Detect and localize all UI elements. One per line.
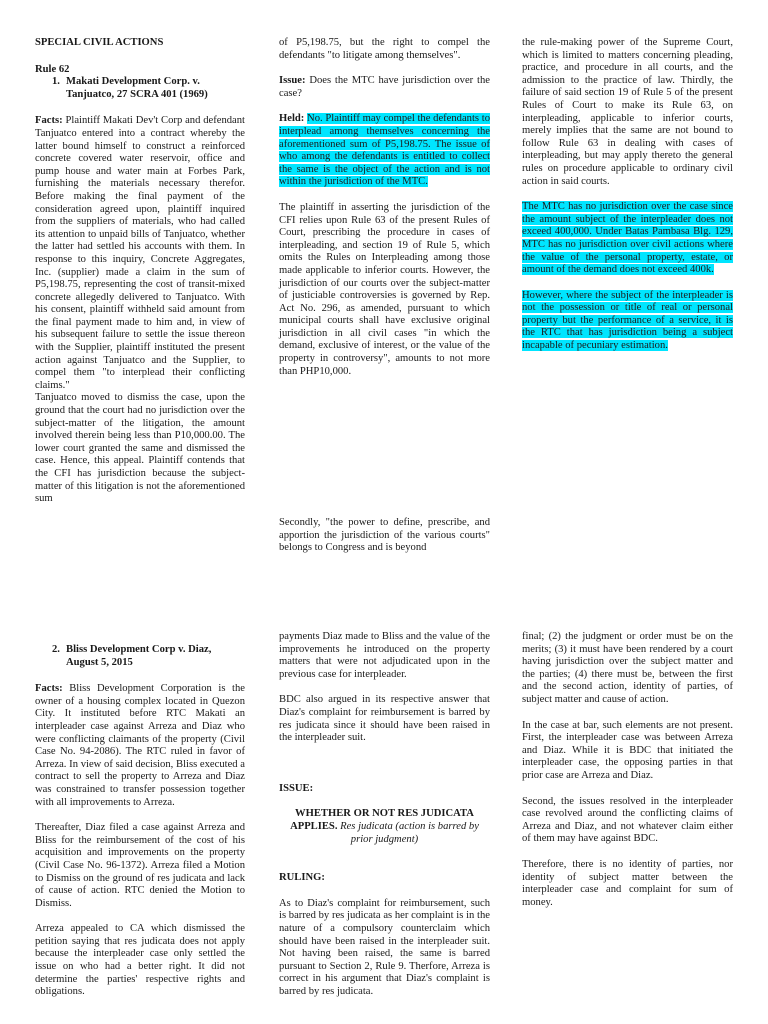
top-column-2 xyxy=(279,37,490,378)
section-title: SPECIAL CIVIL ACTIONS xyxy=(35,37,164,48)
case-1-however-para xyxy=(522,290,733,353)
rule-heading: Rule 62 xyxy=(35,63,70,75)
case-2-therefore-para: Therefore, there is no identity of parties, nor identity of subject matter between the interpleader case and complaint for sum of money. xyxy=(522,858,733,908)
case-1-held xyxy=(279,113,490,189)
case-2-col2-continuation: payments Diaz made to Bliss and the value of the improvements he introduced on the property matters that were not adjudicated upon in the previous case for interpleader. xyxy=(279,631,490,680)
bottom-column-1 xyxy=(35,644,245,999)
case-2-second-para: Second, the issues resolved in the interpleader case revolved around the conflicting claims of Arreza and Diaz, and not whatever claim either of them may have against BDC. xyxy=(522,795,733,845)
case-2-facts-p2: Thereafter, Diaz filed a case against Arreza and Bliss for the reimbursement of the cost of his acquisition and improvements on the property (Civil Case No. 96-1372). Arreza filed a Motion to Dismiss on the ground of res judicata and lack of cause of action. RTC denied the Motion to Dismiss. xyxy=(35,822,245,909)
case-2-facts-p1 xyxy=(35,683,245,809)
case-2-facts-p3: Arreza appealed to CA which dismissed the petition saying that res judicata does not apply because the interpleader case only settled the issue on who had a better right. It did not determine the parties' respective rights and obligations. xyxy=(35,923,245,998)
case-1-mtc-highlight: The MTC has no jurisdiction over the case since the amount subject of the interpleader does not exceed 400,000. Under Batas Pambasa Blg. 129, MTC has no jurisdiction over civil actions where the value of the personal property, estate, or amount of the demand does not exceed 400k. xyxy=(522,201,733,276)
case-1-issue-text: Does the MTC have jurisdiction over the case? xyxy=(279,75,490,99)
case-1-held-label: Held: xyxy=(279,113,305,125)
bottom-column-2 xyxy=(279,631,490,998)
top-column-2-bottom xyxy=(279,517,490,555)
case-2-facts-label: Facts: xyxy=(35,683,63,695)
case-2-facts-text: Bliss Development Corporation is the owner of a housing complex located in Quezon City. It instituted before RTC Makati an interpleader case against Arreza and Diaz who were conflicting claimants of the property (Civil Case No. 94-2086). The RTC ruled in favor of Arreza. In view of said decision, Bliss executed a contract to sell the property to Arreza and Diaz was constrained to transfer possession together with all improvements to Arreza. xyxy=(35,683,245,808)
case-2-title xyxy=(35,644,245,669)
case-1-issue-label: Issue: xyxy=(279,75,306,87)
case-2-col3-continuation: final; (2) the judgment or order must be on the merits; (3) it must have been rendered by a court having jurisdiction over the subject matter and the parties; (4) there must be, between the first and the second action, identity of parties, of subject matter and cause of action. xyxy=(522,631,733,705)
case-2-ruling-heading: RULING: xyxy=(279,872,325,884)
bottom-column-3 xyxy=(522,631,733,909)
case-1-held-highlight: No. Plaintiff may compel the defendants to interplead among themselves concerning the aforementioned sum of P5,198.75. The issue of who among the defendants is entitled to collect the same is the object of the action and is not within the jurisdiction of the MTC. xyxy=(279,113,490,188)
top-column-3 xyxy=(522,37,733,353)
case-1-title xyxy=(35,76,245,101)
case-2-title-text: Bliss Development Corp v. Diaz, August 5, 2015 xyxy=(66,644,212,668)
case-1-col2-continuation: of P5,198.75, but the right to compel the defendants "to litigate among themselves". xyxy=(279,37,490,61)
case-2-issue-heading: ISSUE: xyxy=(279,782,314,794)
case-2-bdc-para: BDC also argued in its respective answer that Diaz's complaint for reimbursement is barred by res judicata since it should have been raised in the interpleader suit. xyxy=(279,694,490,744)
case-1-title-text: Makati Development Corp. v. Tanjuatco, 27 SCRA 401 (1969) xyxy=(66,76,208,100)
case-1-facts-p1 xyxy=(35,115,245,392)
case-1-mtc-para xyxy=(522,201,733,277)
case-1-number: 1. xyxy=(52,76,60,88)
case-2-number: 2. xyxy=(52,644,60,655)
case-1-facts-p2: Tanjuatco moved to dismiss the case, upon the ground that the court had no jurisdiction over the subject-matter of the litigation, the amount involved therein being less than P10,000.00. The lower court granted the same and dismissed the case. Hence, this appeal. Plaintiff contends that the CFI has jurisdiction because the subject-matter of this litigation is not the aforementioned sum xyxy=(35,392,245,505)
case-2-ruling-para: As to Diaz's complaint for reimbursement, such is barred by res judicata as her complaint is in the nature of a compulsory counterclaim which should have been raised in the interpleader suit. Not having been raised, the same is barred pursuant to Section 2, Rule 9. Therfore, Arreza is correct in his argument that Diaz's complaint is barred by res judicata. xyxy=(279,897,490,997)
case-1-col3-continuation: the rule-making power of the Supreme Court, which is limited to matters concerning pleading, practice, and procedure in all courts, and the admission to the practice of law. Thirdly, the failure of said section 19 of Rule 5 of the present Rules of Court to make its Rule 63, on interpleading, applicable to inferior courts, merely implies that the same are not bound to follow Rule 63 in dealing with cases of interpleading, but may apply thereto the general rules on procedure applicable to ordinary civil action in said courts. xyxy=(522,37,733,187)
case-1-facts-text: Plaintiff Makati Dev't Corp and defendant Tanjuatco entered into a contract whereby the latter bound himself to construct a reinforced concrete covered water reservoir, office and pump house and water main at Forbes Park, furnishing the materials necessary therefor. Before making the final payment of the consideration agreed upon, plaintiff inquired from the suppliers of materials, who had called its attention to unpaid bills of Tanjuatco, whether the latter had settled his accounts with them. In response to this inquiry, Concrete Aggregates, Inc. (supplier) made a claim in the sum of P5,198.75, representing the cost of transit-mixed concrete allegedly delivered to Tanjuatco. With his consent, plaintiff withheld said amount from the final payment made to him and, in view of his subsequent failure to settle the issue thereon with the Supplier, plaintiff instituted the present action against Tanjuatco and the Supplier, to compel them "to interplead their conflicting claims." xyxy=(35,115,245,391)
case-2-case-at-bar: In the case at bar, such elements are not present. First, the interpleader case was between Arreza and Diaz. While it is BDC that initiated the interpleader case, the opposing parties in that prior case are Arreza and Diaz. xyxy=(522,719,733,781)
case-2-issue-italic: Res judicata (action is barred by prior judgment) xyxy=(340,820,479,845)
case-1-plaintiff-para: The plaintiff in asserting the jurisdiction of the CFI relies upon Rule 63 of the present Rules of Court, prescribing the procedure in cases of interpleading, and section 19 of Rule 5, which omits the Rules on Interpleading among those made applicable to inferior courts. However, the jurisdiction of our courts over the subject-matter of justiciable controversies is governed by Rep. Act No. 296, as amended, pursuant to which municipal courts shall have exclusive original jurisdiction in all civil cases "in which the demand, exclusive of interest, or the value of the property in controversy", amounts to not more than PHP10,000. xyxy=(279,201,490,377)
case-2-issue-bold: WHETHER OR NOT RES JUDICATA APPLIES. xyxy=(290,808,474,832)
top-column-1 xyxy=(35,37,245,506)
case-1-however-highlight: However, where the subject of the interpleader is not the possession or title of real or personal property but the performance of a service, it is the RTC that has jurisdiction being a subject incapable of pecuniary estimation. xyxy=(522,289,733,352)
case-1-facts-label: Facts: xyxy=(35,115,63,127)
case-2-issue-question xyxy=(279,808,490,846)
case-1-secondly-para: Secondly, "the power to define, prescribe, and apportion the jurisdiction of the various courts" belongs to Congress and is beyond xyxy=(279,517,490,554)
case-1-issue xyxy=(279,75,490,100)
